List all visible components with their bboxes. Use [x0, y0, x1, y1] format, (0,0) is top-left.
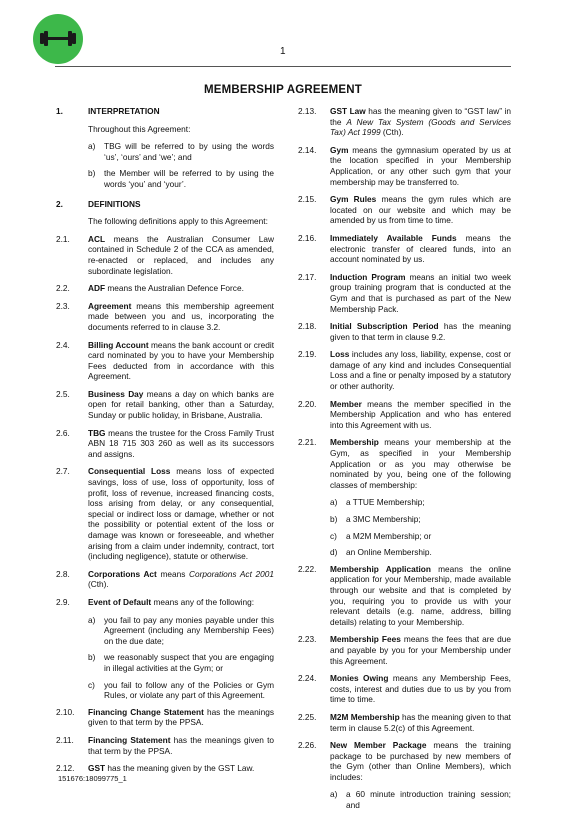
- definition-clause: 2.11. Financing Statement has the meanings given to that term by the PPSA.: [56, 734, 274, 756]
- page-number: 1: [280, 46, 286, 57]
- definition-clause: 2.23. Membership Fees means the fees that are due and payable by you for your Membership under this Agreement.: [298, 634, 511, 666]
- left-column: [56, 106, 274, 781]
- definition-clause: 2.12. GST has the meaning given by the GST Law.: [56, 763, 255, 774]
- definition-clause: 2.1. ACL means the Australian Consumer Law contained in Schedule 2 of the CCA as amended, re-enacted or replaced, and includes any subordinate legislation.: [56, 233, 274, 276]
- list-item: b) the Member will be referred to by using the words ‘you’ and ‘your’.: [88, 168, 274, 189]
- document-reference: 151676:18099775_1: [58, 774, 127, 783]
- definition-clause: 2.16. Immediately Available Funds means the electronic transfer of cleared funds, into an account nominated by us.: [298, 232, 511, 265]
- right-column: [298, 106, 511, 817]
- list-item: a) a TTUE Membership;: [330, 497, 425, 508]
- section-heading: 2. DEFINITIONS: [56, 198, 141, 209]
- definition-clause: 2.10. Financing Change Statement has the meanings given to that term by the PPSA.: [56, 706, 274, 728]
- definition-clause: 2.18. Initial Subscription Period has the meaning given to that term in clause 9.2.: [298, 321, 511, 342]
- list-item: d) an Online Membership.: [330, 547, 432, 558]
- section-heading: 1. INTERPRETATION: [56, 106, 160, 116]
- definition-clause: 2.4. Billing Account means the bank account or credit card nominated by you to have your Membership Fees deducted from in accordance with this Agreement.: [56, 339, 274, 382]
- dumbbell-icon: [33, 14, 83, 64]
- definition-clause: 2.14. Gym means the gymnasium operated by us at the location specified in your Membership Application, or any other such gym that your membership may be transferred to.: [298, 144, 511, 187]
- definition-clause: 2.7. Consequential Loss means loss of expected savings, loss of use, loss of opportunity, loss of profit, loss of revenue, increased financing costs, loss arising from delay, or any consequential, special or indirect loss or damage, whether or not the possibility or potential extent of the loss or damage was known or foreseeable, and whether arising from a claim under indemnity, contract, tort (including negligence), statute or otherwise.: [56, 466, 274, 562]
- paragraph: Throughout this Agreement:: [88, 123, 191, 134]
- list-item: b) a 3MC Membership;: [330, 514, 421, 524]
- definition-clause: 2.24. Monies Owing means any Membership Fees, costs, interest and duties due to us by you from time to time.: [298, 673, 511, 705]
- company-logo: [33, 14, 83, 64]
- page-title: MEMBERSHIP AGREEMENT: [204, 84, 362, 96]
- definition-clause: 2.15. Gym Rules means the gym rules which are located on our website and which may be amended by us from time to time.: [298, 194, 511, 226]
- list-item: a) TBG will be referred to by using the words ‘us’, ‘ours’ and ‘we’; and: [88, 141, 274, 162]
- definition-clause: 2.2. ADF means the Australian Defence Force.: [56, 283, 244, 294]
- definition-clause: 2.25. M2M Membership has the meaning given to that term in clause 5.2(c) of this Agreement.: [298, 711, 511, 733]
- header-divider: [55, 66, 511, 67]
- list-item: a) a 60 minute introduction training session; and: [330, 789, 511, 811]
- list-item: b) we reasonably suspect that you are engaging in illegal activities at the Gym; or: [88, 652, 274, 673]
- definition-clause: 2.22. Membership Application means the online application for your Membership, made available through our website and that is completed by you, requiring you to provide us with your relevant details (e.g. name, address, billing details) relating to your Membership.: [298, 563, 511, 627]
- definition-clause: 2.17. Induction Program means an initial two week group training program that is conducted at the Gym and that is purchased as part of the New Membership Pack.: [298, 271, 511, 314]
- definition-clause: 2.13. GST Law has the meaning given to “GST law” in the A New Tax System (Goods and Services Tax) Act 1999 (Cth).: [298, 106, 511, 138]
- definition-clause: 2.20. Member means the member specified in the Membership Application and who has entered into this Agreement with us.: [298, 398, 511, 430]
- list-item: c) you fail to follow any of the Policies or Gym Rules, or violate any part of this Agreement.: [88, 679, 274, 701]
- definition-clause: 2.21. Membership means your membership at the Gym, as specified in your Membership Application or as you may otherwise be nominated by you, being one of the following classes of membership:: [298, 437, 511, 490]
- definition-clause: 2.9. Event of Default means any of the following:: [56, 596, 255, 607]
- definition-clause: 2.8. Corporations Act means Corporations Act 2001 (Cth).: [56, 568, 275, 590]
- definition-clause: 2.26. New Member Package means the training package to be purchased by new members of the Gym (other than Online Members), which includes:: [298, 740, 511, 782]
- definition-clause: 2.5. Business Day means a day on which banks are open for retail banking, other than a Saturday, Sunday or public holiday, in Brisbane, Australia.: [56, 388, 274, 421]
- definition-clause: 2.6. TBG means the trustee for the Cross Family Trust ABN 18 715 303 260 as well as its successors and assigns.: [56, 427, 274, 459]
- list-item: c) a M2M Membership; or: [330, 530, 432, 541]
- definition-clause: 2.19. Loss includes any loss, liability, expense, cost or damage of any kind and includes Consequential Loss and a fine or penalty imposed by a statutory or other authority.: [298, 349, 511, 392]
- list-item: a) you fail to pay any monies payable under this Agreement (including any Membership Fees) on the due date;: [88, 614, 274, 646]
- paragraph: The following definitions apply to this Agreement:: [88, 216, 268, 227]
- definition-clause: 2.3. Agreement means this membership agreement made between you and us, incorporating the documents referred to in clause 3.2.: [56, 300, 274, 332]
